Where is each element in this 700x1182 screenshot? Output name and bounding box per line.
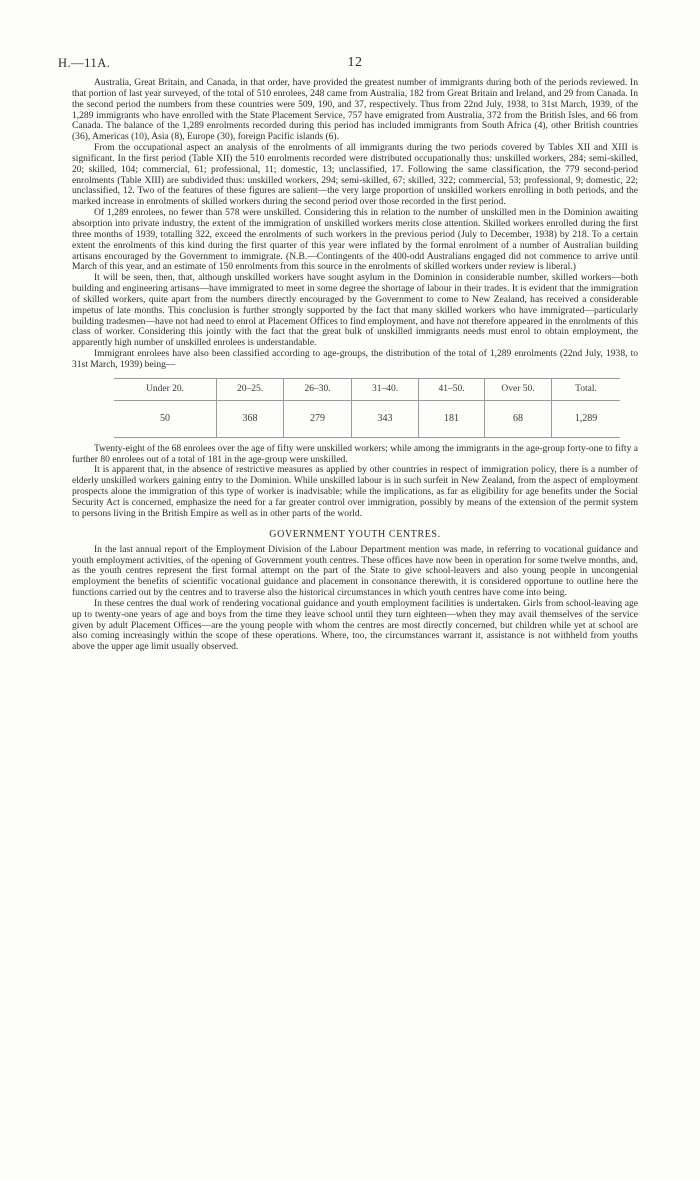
column-header: Over 50. <box>485 378 552 400</box>
paragraph: In the last annual report of the Employment Division of the Labour Department mention was made, in referring to vocational guidance and youth employment activities, of the opening of Government youth centres. These offices have now been in operation for some twelve months, and, as the youth centres represent the first formal attempt on the part of the State to give school-leavers and also young people in uncongenial employment the benefits of scientific vocational guidance and placement in consonance therewith, it is considered opportune to outline here the functions carried out by the centres and to traverse also the historical circumstances in which youth centres have come into being. <box>72 543 638 599</box>
column-header: Total. <box>552 378 621 400</box>
table-cell: 68 <box>485 400 552 437</box>
age-group-table <box>114 378 620 438</box>
table-cell: 181 <box>419 400 485 437</box>
paragraph: It will be seen, then, that, although unskilled workers have sought asylum in the Dominion in considerable number, skilled workers—both building and engineering artisans—have immigrated to meet in some degree the shortage of labour in their trades. It is evident that the immigration of skilled workers, quite apart from the numbers directly encouraged by the Government to come to New Zealand, has received a considerable impetus of late months. This conclusion is further strongly supported by the fact that many skilled workers who have immigrated—particularly building tradesmen—have not had need to enrol at Placement Offices to find employment, and have not therefore appeared in the enrolments of this class of worker. Considering this jointly with the fact that the great bulk of unskilled immigrants needs must enrol to obtain employment, the apparently high number of unskilled enrolees is understandable. <box>72 272 638 349</box>
age-group-table-container <box>72 378 638 438</box>
immigration-section <box>72 78 638 371</box>
age-analysis-section <box>72 444 638 520</box>
paragraph: Of 1,289 enrolees, no fewer than 578 were unskilled. Considering this in relation to the number of unskilled men in the Dominion awaiting absorption into private industry, the extent of the immigration of unskilled workers merits close attention. Skilled workers enrolled during the first three months of 1939, totalling 322, exceed the enrolments of such workers in the previous period (July to December, 1938) by 218. To a certain extent the enrolments of this kind during the first quarter of this year were inflated by the formal enrolment of a number of Australian building artisans encouraged by the Government to immigrate. (N.B.—Contingents of the 400-odd Australians engaged did not commence to arrive until March of this year, and an estimate of 150 enrolments from this source in the enrolments of skilled workers under review is liberal.) <box>72 207 638 273</box>
youth-centres-section <box>72 545 638 653</box>
document-reference: H.—11A. <box>58 56 111 70</box>
page-header <box>58 55 638 78</box>
paragraph: Australia, Great Britain, and Canada, in that order, have provided the greatest number of immigrants during both of the periods reviewed. In that portion of last year surveyed, of the total of 510 enrolees, 248 came from Australia, 182 from Great Britain and Ireland, and 29 from Canada. In the second period the numbers from these countries were 509, 190, and 37, respectively. Thus from 22nd July, 1938, to 31st March, 1939, of the 1,289 immigrants who have enrolled with the State Placement Service, 757 have emigrated from Australia, 372 from the British Isles, and 66 from Canada. The balance of the 1,289 enrolments recorded during this period has included immigrants from South Africa (4), other British countries (36), Americas (10), Asia (8), Europe (30), foreign Pacific islands (6). <box>72 77 639 143</box>
section-heading: GOVERNMENT YOUTH CENTRES. <box>269 528 441 540</box>
page-number: 12 <box>347 55 363 70</box>
table-cell: 343 <box>352 400 419 437</box>
column-header: 31–40. <box>352 378 419 400</box>
column-header: 20–25. <box>217 378 284 400</box>
paragraph: In these centres the dual work of rendering vocational guidance and youth employment facilities is undertaken. Girls from school-leaving age up to twenty-one years of age and boys from the time they leave school until they turn eighteen—when they may avail themselves of the service given by adult Placement Offices—are the young people with whom the centres are most directly concerned, but children while yet at school are also coming increasingly within the scope of these operations. Where, too, the circumstances warrant it, assistance is not withheld from youths above the upper age limit usually observed. <box>72 597 638 653</box>
paragraph: Immigrant enrolees have also been classified according to age-groups, the distribution of the total of 1,289 enrolments (22nd July, 1938, to 31st March, 1939) being— <box>72 348 638 370</box>
paragraph: It is apparent that, in the absence of restrictive measures as applied by other countries in respect of immigration policy, there is a number of elderly unskilled workers gaining entry to the Dominion. While unskilled labour is in such surfeit in New Zealand, from the aspect of employment prospects alone the immigration of this type of worker is inadvisable; while the implications, as far as eligibility for age benefits under the Social Security Act is concerned, emphasize the need for a far greater control over immigration, possibly by means of the extension of the permit system to persons living in the British Empire as well as in other parts of the world. <box>72 464 638 519</box>
column-header: 41–50. <box>419 378 485 400</box>
paragraph: From the occupational aspect an analysis of the enrolments of all immigrants during the two periods covered by Tables XII and XIII is significant. In the first period (Table XII) the 510 enrolments recorded were distributed occupationally thus: unskilled workers, 284; semi-skilled, 20; skilled, 104; commercial, 61; professional, 11; domestic, 13; unclassified, 17. Following the same classification, the 779 second-period enrolments (Table XIII) are subdivided thus: unskilled workers, 294; semi-skilled, 67; skilled, 322; commercial, 53; professional, 9; domestic, 22; unclassified, 12. Two of the features of these figures are salient—the very large proportion of unskilled workers enrolling in both periods, and the marked increase in enrolments of skilled workers during the second period over those recorded in the first period. <box>72 142 638 208</box>
table-cell: 279 <box>284 400 352 437</box>
table-row <box>114 400 620 437</box>
table-cell: 1,289 <box>552 400 621 437</box>
table-header-row <box>114 378 620 400</box>
paragraph: Twenty-eight of the 68 enrolees over the age of fifty were unskilled workers; while among the immigrants in the age-group forty-one to fifty a further 80 enrolees out of a total of 181 in the age-group were unskilled. <box>72 442 638 465</box>
document-page <box>58 55 639 653</box>
table-cell: 368 <box>217 400 284 437</box>
table-cell: 50 <box>160 413 170 425</box>
column-header: Under 20. <box>146 384 184 395</box>
column-header: 26–30. <box>284 378 352 400</box>
